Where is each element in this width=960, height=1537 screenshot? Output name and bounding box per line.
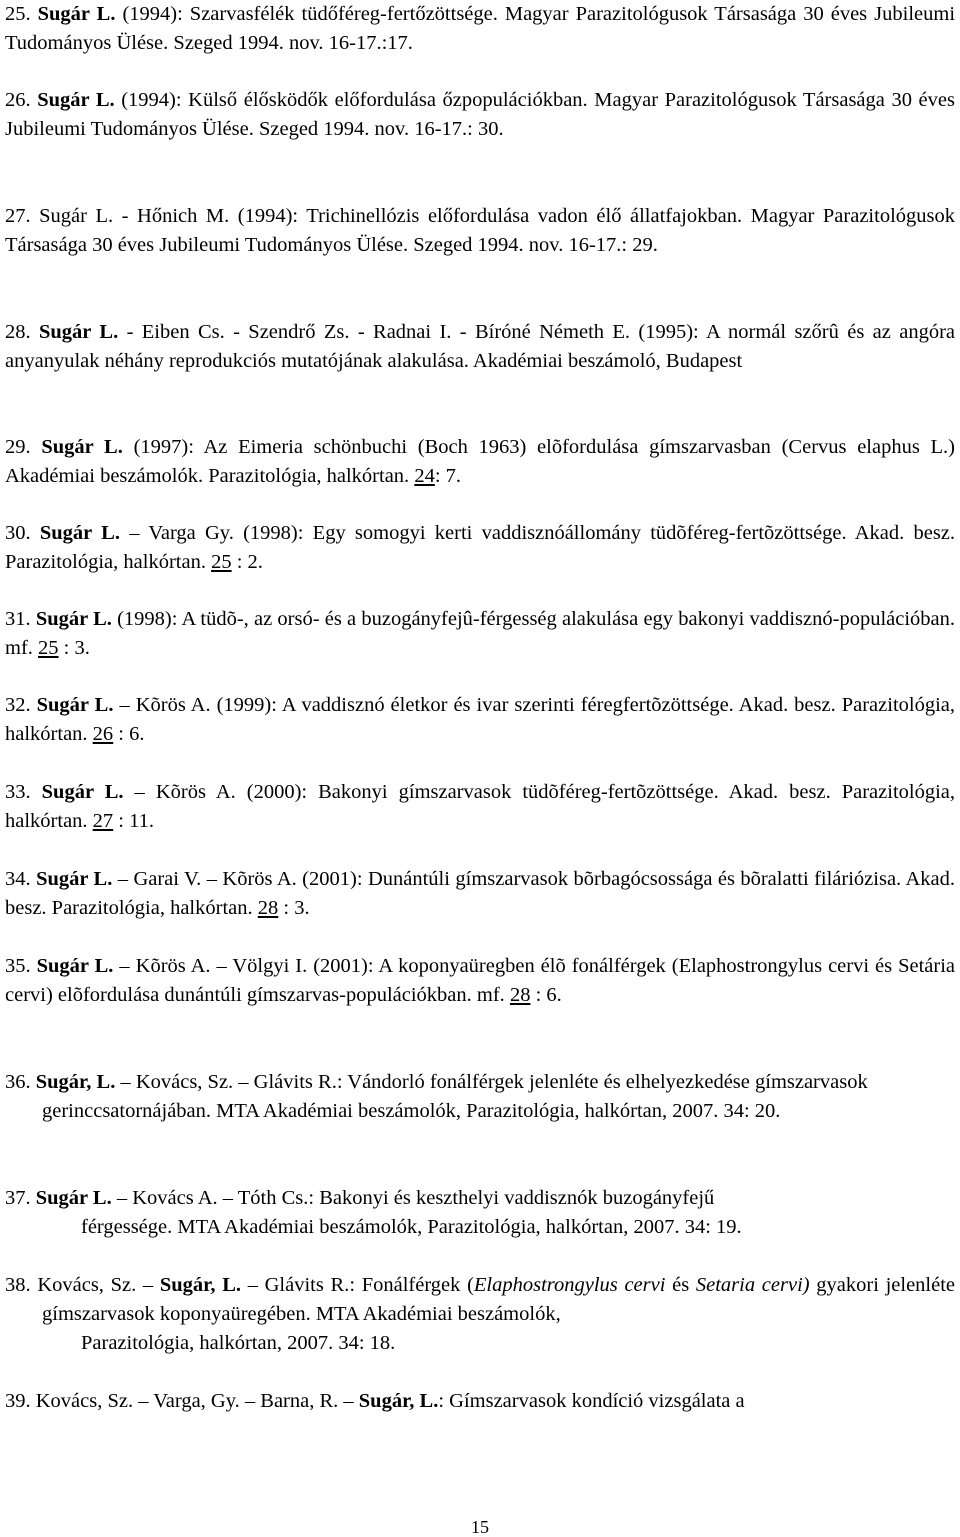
page-number: 15	[471, 1517, 489, 1537]
reference-author: Sugár, L.	[159, 1274, 241, 1296]
reference-33: 33. Sugár L. – Kõrös A. (2000): Bakonyi gímszarvasok tüdõféreg-fertõzöttsége. Akad. besz. Parazitológia, halkórtan. 27 : 11.	[5, 781, 956, 832]
reference-25: 25. Sugár L. (1994): Szarvasfélék tüdőféreg-fertőzöttsége. Magyar Parazitológusok Társasága 30 éves Jubileumi Tudományos Ülése. Szeged 1994. nov. 16-17.:17.	[5, 3, 956, 54]
reference-volume: 28	[509, 984, 531, 1006]
reference-author: Sugár L.	[36, 694, 114, 716]
reference-38	[5, 1271, 955, 1358]
reference-34: 34. Sugár L. – Garai V. – Kõrös A. (2001): Dunántúli gímszarvasok bõrbagócsossága és bõralatti filáriózisa. Akad. besz. Parazitológia, halkórtan. 28 : 3.	[5, 868, 956, 919]
reference-volume: 28	[257, 897, 279, 919]
reference-29: 29. Sugár L. (1997): Az Eimeria schönbuchi (Boch 1963) elõfordulása gímszarvasban (Cervus elaphus L.) Akadémiai beszámolók. Parazitológia, halkórtan. 24: 7.	[5, 436, 955, 487]
reference-26: 26. Sugár L. (1994): Külső élősködők előfordulása őzpopulációkban. Magyar Parazitológusok Társasága 30 éves Jubileumi Tudományos Ülése. Szeged 1994. nov. 16-17.: 30.	[5, 89, 955, 140]
reference-author: Sugár L.	[35, 608, 112, 630]
reference-volume: 26	[92, 723, 114, 745]
reference-author: Sugár L.	[35, 1187, 112, 1209]
reference-32: 32. Sugár L. – Kõrös A. (1999): A vaddisznó életkor és ivar szerinti féregfertõzöttsége. Akad. besz. Parazitológia, halkórtan. 26 : 6.	[5, 694, 956, 745]
reference-28: 28. Sugár L. - Eiben Cs. - Szendrő Zs. - Radnai I. - Bíróné Németh E. (1995): A normál szőrû és az angóra anyanyulak néhány reprodukciós mutatójának alakulása. Akadémiai beszámoló, Budapest	[5, 321, 956, 372]
reference-37-line-1: 37. Sugár L. – Kovács A. – Tóth Cs.: Bakonyi és keszthelyi vaddisznók buzogányfejű	[5, 1187, 715, 1209]
reference-volume: 25	[38, 637, 59, 659]
reference-volume: 27	[92, 810, 114, 832]
reference-author: Sugár L.	[39, 522, 120, 544]
reference-38-line-3: Parazitológia, halkórtan, 2007. 34: 18.	[81, 1332, 396, 1354]
reference-author: Sugár L.	[36, 955, 114, 977]
reference-37	[5, 1184, 955, 1242]
reference-36: 36. Sugár, L. – Kovács, Sz. – Glávits R.: Vándorló fonálférgek jelenléte és elhelyezkedése gímszarvasok gerinccsatornájában. MTA Akadémiai beszámolók, Parazitológia, halkórtan, 2007. 34: 20.	[5, 1071, 868, 1122]
reference-volume: 25	[211, 551, 232, 573]
reference-27: 27. Sugár L. - Hőnich M. (1994): Trichinellózis előfordulása vadon élő állatfajokban. Magyar Parazitológusok Társasága 30 éves Jubileumi Tudományos Ülése. Szeged 1994. nov. 16-17.: 29.	[5, 205, 955, 256]
reference-author: Sugár L.	[37, 3, 116, 25]
reference-37-line-2: férgessége. MTA Akadémiai beszámolók, Parazitológia, halkórtan, 2007. 34: 19.	[81, 1216, 742, 1238]
reference-39: 39. Kovács, Sz. – Varga, Gy. – Barna, R. – Sugár, L.: Gímszarvasok kondíció vizsgálata a	[5, 1390, 745, 1412]
reference-author: Sugár, L.	[35, 1071, 116, 1093]
reference-author: Sugár, L.	[358, 1390, 439, 1412]
reference-author: Sugár L.	[41, 436, 123, 458]
reference-30: 30. Sugár L. – Varga Gy. (1998): Egy somogyi kerti vaddisznóállomány tüdõféreg-fertõzöttsége. Akad. besz. Parazitológia, halkórtan. 25 : 2.	[5, 522, 956, 573]
reference-35: 35. Sugár L. – Kõrös A. – Völgyi I. (2001): A koponyaüregben élõ fonálférgek (Elaphostrongylus cervi és Setária cervi) elõfordulása dunántúli gímszarvas-populációkban. mf. 28 : 6.	[5, 955, 955, 1006]
reference-38-body: 38. Kovács, Sz. – Sugár, L. – Glávits R.: Fonálférgek (Elaphostrongylus cervi és Setaria cervi) gyakori jelenléte gímszarvasok koponyaüregében. MTA Akadémiai beszámolók,	[5, 1274, 956, 1325]
reference-author: Sugár L.	[39, 321, 119, 343]
reference-31: 31. Sugár L. (1998): A tüdõ-, az orsó- és a buzogányfejû-férgesség alakulása egy bakonyi vaddisznó-populációban. mf. 25 : 3.	[5, 608, 956, 659]
reference-author: Sugár L.	[41, 781, 124, 803]
reference-author: Sugár L.	[36, 868, 113, 890]
reference-author: Sugár L.	[37, 89, 115, 111]
reference-volume: 24	[414, 465, 435, 487]
